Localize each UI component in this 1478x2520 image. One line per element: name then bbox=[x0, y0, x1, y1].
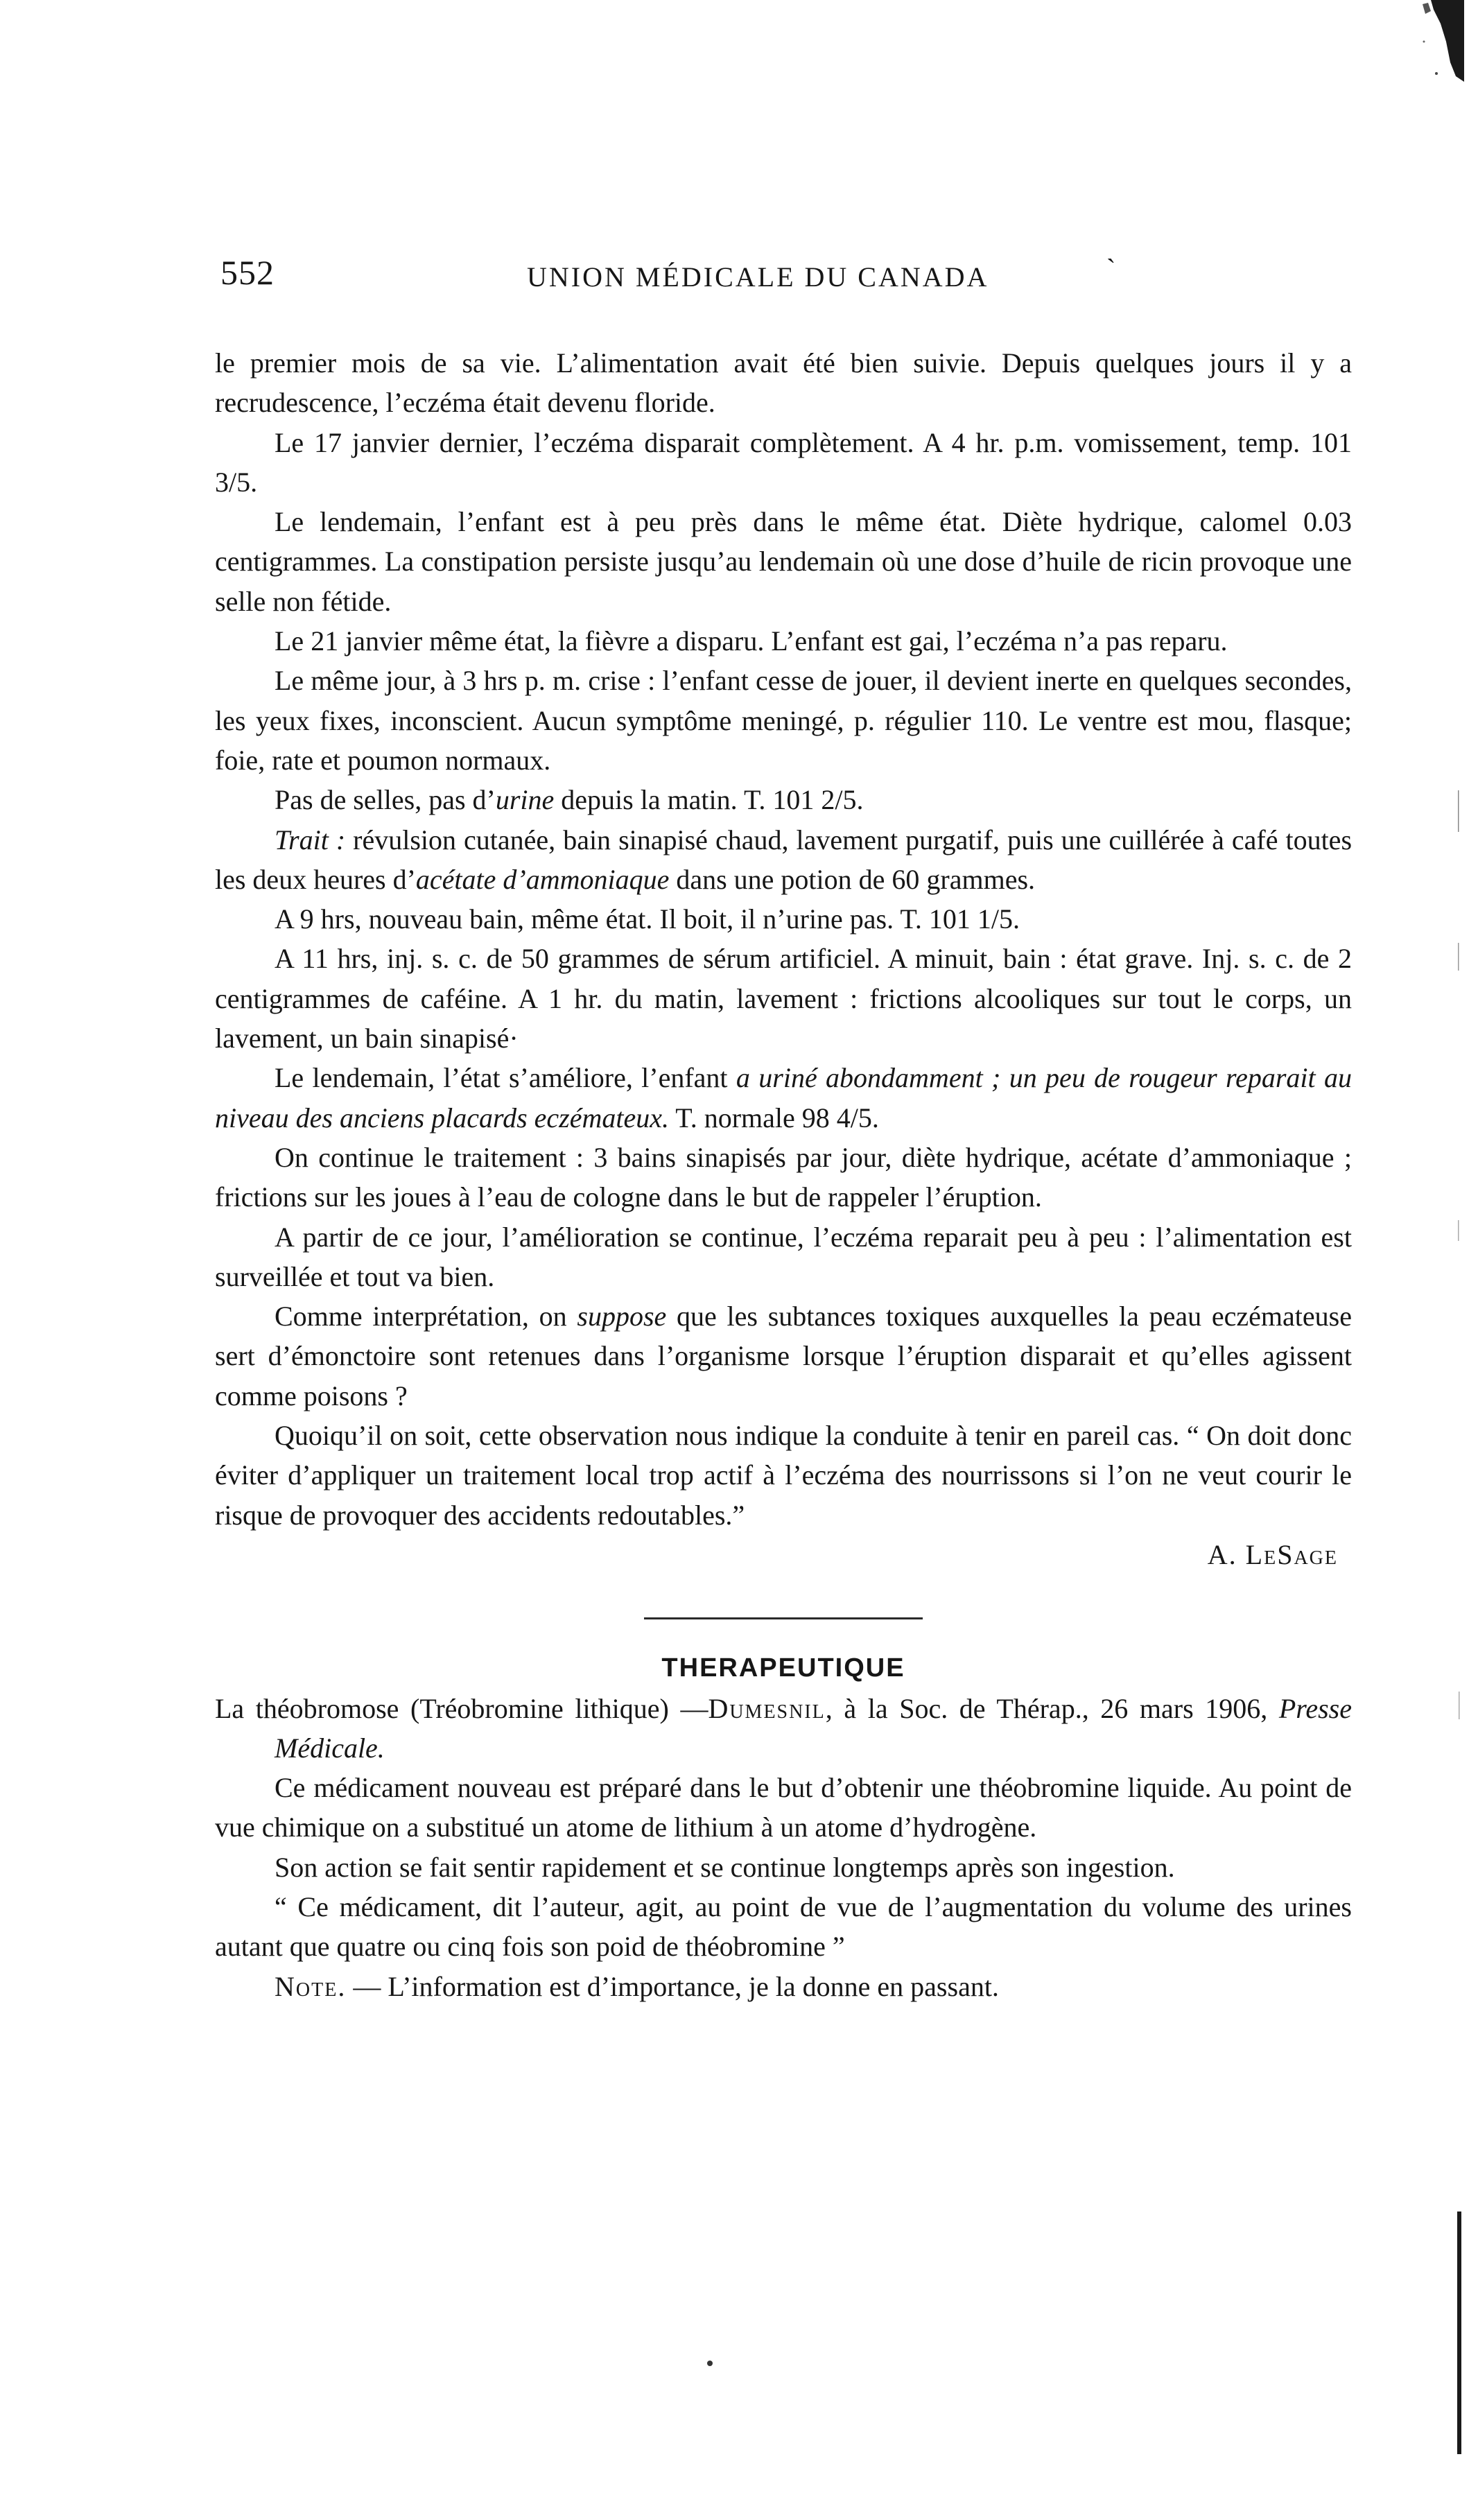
paragraph: Le même jour, à 3 hrs p. m. crise : l’enfant cesse de jouer, il devient inerte en quelques secondes, les yeux fixes, inconscient. Aucun symptôme meningé, p. régulier 110. Le ventre est mou, flasque; foie, rate et poumon normaux. bbox=[215, 665, 1352, 776]
paragraph bbox=[215, 780, 1352, 819]
italic-run: acétate d’ammoniaque bbox=[415, 863, 670, 895]
paragraph: A 9 hrs, nouveau bain, même état. Il boit, il n’urine pas. T. 101 1/5. bbox=[275, 903, 1020, 935]
italic-run: a uriné abondamment ; un peu de rougeur reparait au niveau des anciens placards eczémateux. bbox=[215, 1062, 1353, 1133]
paragraph: “ Ce médicament, dit l’auteur, agit, au point de vue de l’augmentation du volume des urines autant que quatre ou cinq fois son poid de théobromine ” bbox=[215, 1891, 1352, 1963]
page-body bbox=[215, 343, 1352, 2006]
header-mark: ` bbox=[1106, 253, 1116, 284]
text-run: Comme interprétation, on bbox=[275, 1301, 577, 1332]
text-run: T. normale 98 4/5. bbox=[668, 1102, 879, 1133]
running-title: UNION MÉDICALE DU CANADA bbox=[527, 261, 989, 293]
paragraph: Le lendemain, l’enfant est à peu près dans le même état. Diète hydrique, calomel 0.03 centigrammes. La constipation persiste jusqu’au lendemain où une dose d’huile de ricin provoque une selle non fétide. bbox=[215, 506, 1352, 617]
text-run: , à la Soc. de Thérap., 26 mars 1906, bbox=[825, 1692, 1279, 1724]
text-run: révulsion cutanée, bain sinapisé chaud, lavement purgatif, puis une cuillérée à café toutes les deux heures d’ bbox=[215, 824, 1353, 895]
italic-run: suppose bbox=[577, 1301, 667, 1332]
section-title: THERAPEUTIQUE bbox=[661, 1653, 905, 1683]
text-run: La théobromose (Tréobromine lithique) — bbox=[215, 1692, 708, 1724]
text-run: dans une potion de 60 grammes. bbox=[669, 863, 1036, 895]
paragraph: Le 21 janvier même état, la fièvre a disparu. L’enfant est gai, l’eczéma n’a pas reparu. bbox=[275, 625, 1228, 657]
paragraph: A partir de ce jour, l’amélioration se continue, l’eczéma reparait peu à peu : l’alimentation est surveillée et tout va bien. bbox=[215, 1221, 1352, 1292]
note-paragraph bbox=[215, 1967, 1352, 2006]
article-heading bbox=[215, 1689, 1352, 1769]
text-run: Le lendemain, l’état s’améliore, l’enfant bbox=[275, 1062, 736, 1094]
ink-speck bbox=[707, 2361, 713, 2366]
paragraph: Ce médicament nouveau est préparé dans le but d’obtenir une théobromine liquide. Au point de vue chimique on a substitué un atome de lithium à un atome d’hydrogène. bbox=[215, 1772, 1352, 1843]
paragraph: On continue le traitement : 3 bains sinapisés par jour, diète hydrique, acétate d’ammoniaque ; frictions sur les joues à l’eau de cologne dans le but de rappeler l’éruption. bbox=[215, 1141, 1352, 1213]
paragraph: le premier mois de sa vie. L’alimentation avait été bien suivie. Depuis quelques jours il y a recrudescence, l’eczéma était devenu floride. bbox=[215, 347, 1352, 419]
text-run: depuis la matin. T. 101 2/5. bbox=[554, 784, 864, 816]
italic-run: Trait : bbox=[275, 824, 346, 855]
paragraph: Le 17 janvier dernier, l’eczéma disparait complètement. A 4 hr. p.m. vomissement, temp. 101 3/5. bbox=[215, 426, 1352, 498]
section-divider bbox=[644, 1617, 923, 1619]
text-run: que les subtances toxiques auxquelles la peau eczémateuse sert d’émonctoire sont retenues dans l’organisme lorsque l’éruption disparait et qu’elles agissent comme poisons ? bbox=[215, 1301, 1352, 1411]
paragraph bbox=[215, 1058, 1352, 1138]
text-run: Pas de selles, pas d’ bbox=[275, 784, 496, 816]
paragraph: A 11 hrs, inj. s. c. de 50 grammes de sérum artificiel. A minuit, bain : état grave. Inj. s. c. de 2 centigrammes de caféine. A 1 hr. du matin, lavement : frictions alcooliques sur tout le corps, un lavement, un bain sinapisé· bbox=[215, 943, 1352, 1054]
note-label: Note. bbox=[275, 1970, 347, 2002]
paragraph bbox=[215, 820, 1352, 900]
source-title: Presse Médicale. bbox=[275, 1692, 1352, 1764]
italic-run: urine bbox=[495, 784, 555, 816]
paragraph: Son action se fait sentir rapidement et se continue longtemps après son ingestion. bbox=[275, 1851, 1175, 1883]
scan-artifact-top bbox=[1416, 0, 1464, 83]
author-signature: A. LeSage bbox=[1207, 1538, 1338, 1570]
page-number: 552 bbox=[220, 253, 275, 292]
paragraph: Quoiqu’il on soit, cette observation nous indique la conduite à tenir en pareil cas. “ On doit donc éviter d’appliquer un traitement local trop actif à l’eczéma des nourrissons si l’on ne veut courir le risque de provoquer des accidents redoutables.” bbox=[215, 1420, 1352, 1531]
scan-artifact-right-edge bbox=[1456, 790, 1463, 2454]
text-run: — L’information est d’importance, je la donne en passant. bbox=[346, 1970, 999, 2002]
paragraph bbox=[215, 1296, 1352, 1416]
author-name: Dumesnil bbox=[708, 1692, 826, 1724]
